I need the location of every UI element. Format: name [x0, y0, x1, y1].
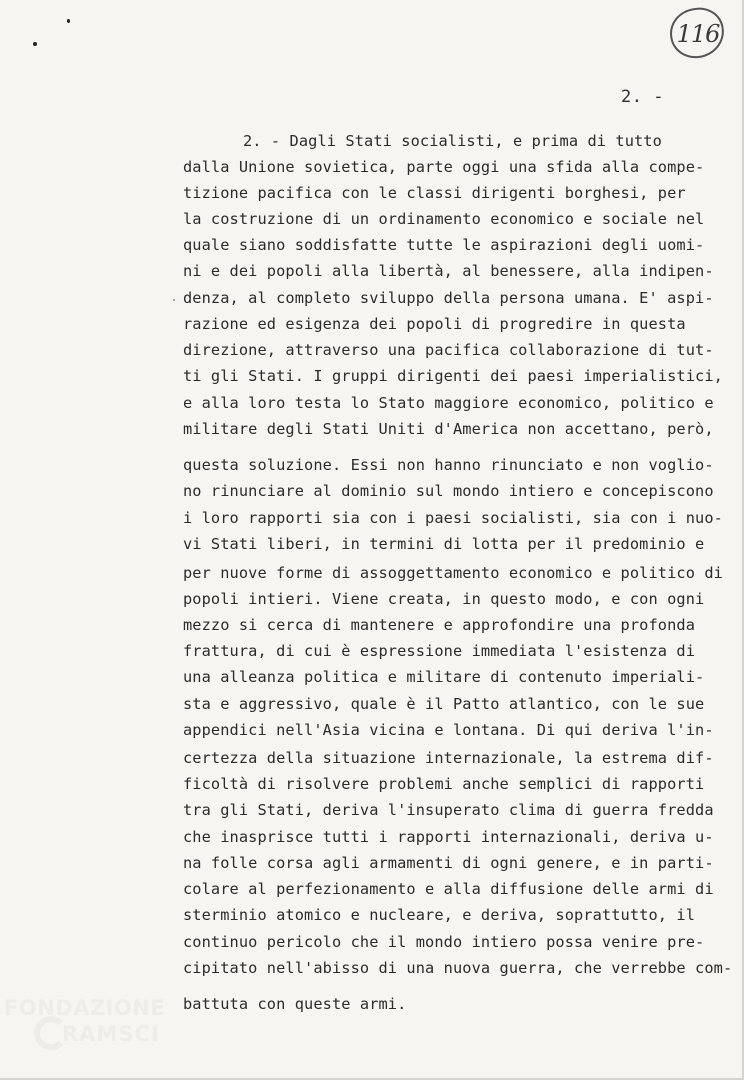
text-line: ni e dei popoli alla libertà, al benessere, alla indipen-: [183, 262, 714, 280]
text-line: vi Stati liberi, in termini di lotta per il predominio e: [183, 535, 705, 553]
text-line: certezza della situazione internazionale, la estrema dif-: [183, 749, 714, 767]
text-line: na folle corsa agli armamenti di ogni genere, e in parti-: [183, 854, 714, 872]
text-line: dalla Unione sovietica, parte oggi una sfida alla compe-: [183, 158, 705, 176]
archive-number: 116: [676, 20, 720, 48]
text-line: direzione, attraverso una pacifica collaborazione di tut-: [183, 341, 714, 359]
text-line: ficoltà di risolvere problemi anche semplici di rapporti: [183, 775, 705, 793]
text-line: la costruzione di un ordinamento economico e sociale nel: [183, 210, 705, 228]
fondazione-gramsci-watermark: [4, 996, 194, 1060]
text-line: popoli intieri. Viene creata, in questo modo, e con ogni: [183, 590, 705, 608]
text-line: questa soluzione. Essi non hanno rinunciato e non voglio-: [183, 456, 714, 474]
watermark-line2: RAMSCI: [62, 1022, 160, 1046]
text-line: colare al perfezionamento e alla diffusione delle armi di: [183, 880, 714, 898]
text-line: mezzo si cerca di mantenere e approfondire una profonda: [183, 616, 696, 634]
text-line: una alleanza politica e militare di contenuto imperiali-: [183, 668, 705, 686]
text-line: no rinunciare al dominio sul mondo intiero e concepiscono: [183, 482, 714, 500]
text-line: 2. - Dagli Stati socialisti, e prima di tutto: [243, 132, 662, 150]
text-line: e alla loro testa lo Stato maggiore economico, politico e: [183, 394, 714, 412]
text-line: militare degli Stati Uniti d'America non accettano, però,: [183, 420, 714, 438]
text-line: i loro rapporti sia con i paesi socialisti, sia con i nuo-: [183, 509, 723, 527]
text-line: continuo pericolo che il mondo intiero possa venire pre-: [183, 933, 705, 951]
text-line: razione ed esigenza dei popoli di progredire in questa: [183, 315, 686, 333]
text-line: tizione pacifica con le classi dirigenti borghesi, per: [183, 184, 686, 202]
text-line: appendici nell'Asia vicina e lontana. Di qui deriva l'in-: [183, 721, 714, 739]
text-line: battuta con queste armi.: [183, 995, 407, 1013]
text-line: sta e aggressivo, quale è il Patto atlantico, con le sue: [183, 695, 705, 713]
text-line: quale siano soddisfatte tutte le aspirazioni degli uomi-: [183, 236, 705, 254]
text-line: sterminio atomico e nucleare, e deriva, soprattutto, il: [183, 906, 696, 924]
page-number: 2. -: [621, 87, 664, 107]
text-line: frattura, di cui è espressione immediata l'esistenza di: [183, 642, 696, 660]
text-line: ti gli Stati. I gruppi dirigenti dei paesi imperialistici,: [183, 367, 723, 385]
text-line: per nuove forme di assoggettamento economico e politico di: [183, 564, 723, 582]
text-line: cipitato nell'abisso di una nuova guerra, che verrebbe com-: [183, 959, 733, 977]
text-line: denza, al completo sviluppo della persona umana. E' aspi-: [183, 289, 714, 307]
text-line: che inasprisce tutti i rapporti internazionali, deriva u-: [183, 828, 714, 846]
text-line: tra gli Stati, deriva l'insuperato clima di guerra fredda: [183, 801, 714, 819]
watermark-line1: FONDAZIONE: [4, 996, 166, 1020]
